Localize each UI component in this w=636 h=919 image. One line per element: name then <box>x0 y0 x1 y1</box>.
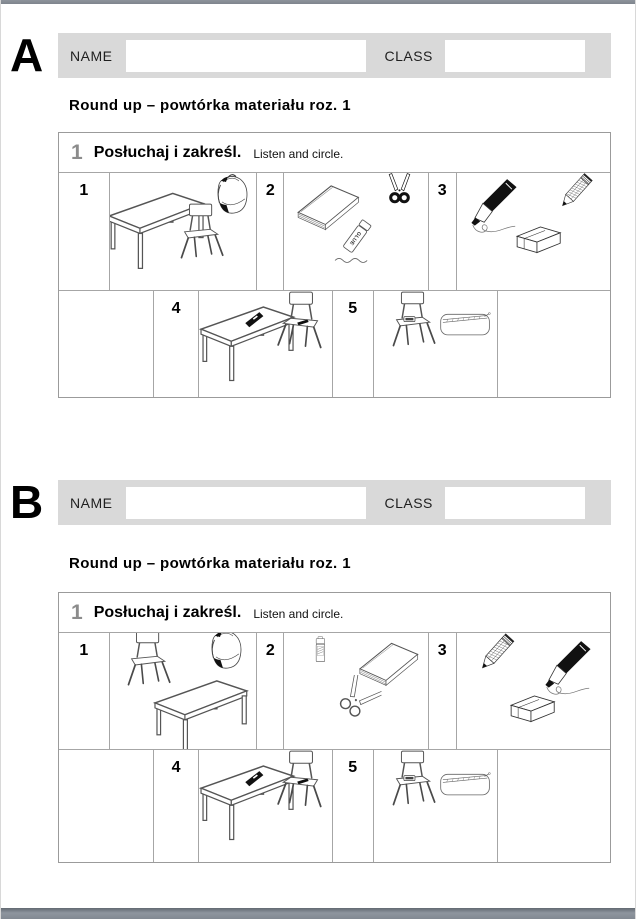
pencil-case-icon <box>438 297 492 351</box>
exercise-instruction-pl: Posłuchaj i zakreśl. <box>93 603 242 621</box>
picture-cell[interactable] <box>110 633 258 749</box>
cell-art <box>374 750 497 862</box>
cell-number: 3 <box>429 173 457 290</box>
section-letter: B <box>10 476 43 528</box>
chair-pen-icon <box>268 750 332 811</box>
exercise-title-row <box>59 593 610 633</box>
empty-cell <box>498 750 610 862</box>
class-input[interactable] <box>445 487 585 519</box>
window-top-bar <box>1 0 635 4</box>
eraser-icon <box>509 213 567 271</box>
cell-art <box>284 173 427 290</box>
picture-cell[interactable] <box>199 750 332 862</box>
cell-number: 4 <box>154 750 200 862</box>
picture-cell[interactable] <box>284 633 428 749</box>
picture-cell[interactable] <box>199 291 332 397</box>
cell-number: 3 <box>429 633 457 749</box>
picture-cell[interactable] <box>284 173 428 290</box>
empty-cell <box>498 291 610 397</box>
picture-cell[interactable] <box>374 291 498 397</box>
picture-cell[interactable] <box>457 633 610 749</box>
name-input[interactable] <box>126 40 366 72</box>
picture-row-2 <box>59 291 610 397</box>
unit-heading: Round up – powtórka materiału roz. 1 <box>69 555 351 572</box>
picture-row-1 <box>59 633 610 750</box>
exercise-number: 1 <box>71 600 83 624</box>
cell-art <box>110 633 257 749</box>
exercise-instruction-en: Listen and circle. <box>253 146 344 161</box>
chair-box-icon <box>383 750 444 809</box>
exercise-box <box>58 132 611 398</box>
section-letter: A <box>10 29 43 81</box>
cell-art <box>457 633 610 749</box>
name-class-bar <box>58 33 611 78</box>
empty-cell <box>59 750 154 862</box>
cell-art <box>199 291 331 397</box>
cell-art <box>284 633 427 749</box>
exercise-title-row <box>59 133 610 173</box>
table-icon <box>151 665 251 749</box>
exercise-number: 1 <box>71 140 83 164</box>
glue-tilt-icon <box>327 210 384 267</box>
cell-art <box>374 291 497 397</box>
empty-cell <box>59 291 154 397</box>
cell-number: 1 <box>59 633 110 749</box>
unit-heading: Round up – powtórka materiału roz. 1 <box>69 97 351 114</box>
exercise-box <box>58 592 611 863</box>
cell-number: 4 <box>154 291 200 397</box>
exercise-instruction-en: Listen and circle. <box>253 606 344 621</box>
name-class-bar <box>58 480 611 525</box>
cell-number: 2 <box>257 173 284 290</box>
eraser-icon <box>503 682 561 740</box>
chair-pen-icon <box>268 291 332 352</box>
class-label: CLASS <box>384 494 433 511</box>
chair-box-icon <box>383 291 444 350</box>
cell-art <box>457 173 610 290</box>
class-label: CLASS <box>384 47 433 64</box>
scissors-open-icon <box>327 675 381 729</box>
window-bottom-bar <box>1 908 635 919</box>
cell-art <box>199 750 331 862</box>
picture-cell[interactable] <box>374 750 498 862</box>
scissors-black-icon <box>378 173 421 214</box>
pencil-icon <box>466 633 521 684</box>
cell-number: 5 <box>333 291 374 397</box>
picture-row-1 <box>59 173 610 291</box>
class-input[interactable] <box>445 40 585 72</box>
cell-art <box>110 173 257 290</box>
picture-cell[interactable] <box>110 173 258 290</box>
chair-icon <box>171 201 233 263</box>
name-label: NAME <box>70 47 113 64</box>
cell-number: 1 <box>59 173 110 290</box>
cell-number: 5 <box>333 750 374 862</box>
name-label: NAME <box>70 494 113 511</box>
cell-number: 2 <box>257 633 284 749</box>
pencil-case-icon <box>438 757 492 811</box>
picture-row-2 <box>59 750 610 862</box>
glue-up-icon <box>302 633 339 670</box>
exercise-instruction-pl: Posłuchaj i zakreśl. <box>93 143 242 161</box>
picture-cell[interactable] <box>457 173 610 290</box>
name-input[interactable] <box>126 487 366 519</box>
